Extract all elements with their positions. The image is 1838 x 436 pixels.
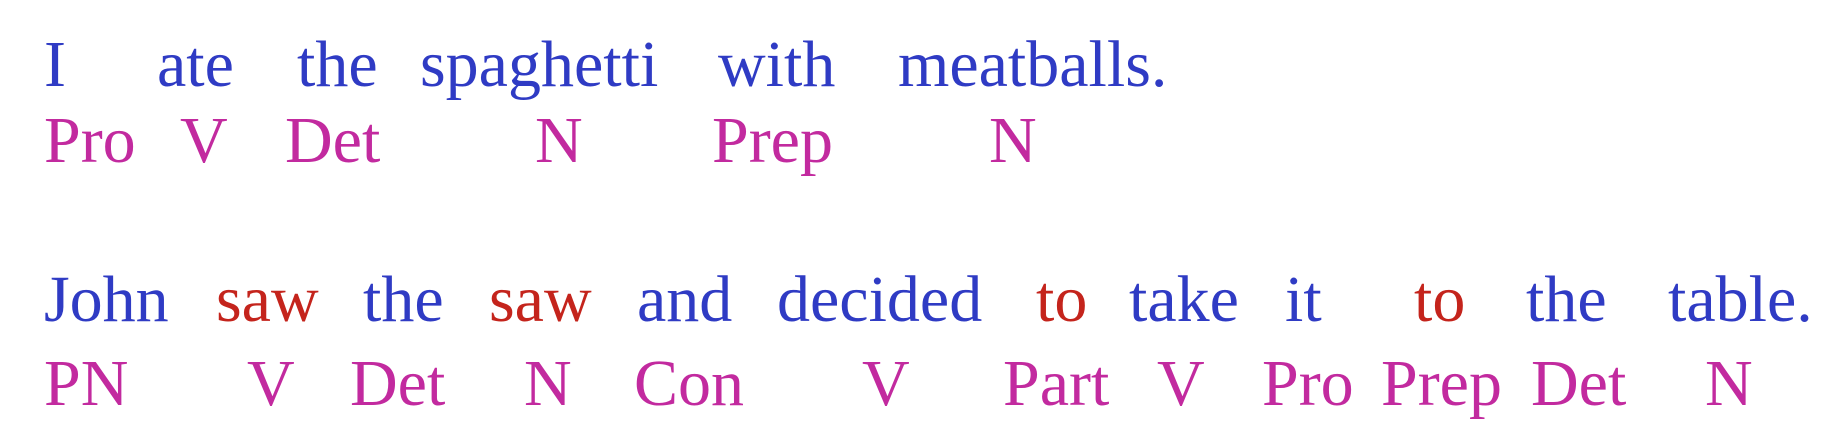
word-table: table. — [1668, 263, 1813, 336]
tag-n: N — [1705, 347, 1753, 420]
word-john: John — [44, 263, 169, 336]
tag-pro: Pro — [44, 104, 136, 177]
word-ate: ate — [157, 28, 234, 101]
tag-n: N — [535, 104, 583, 177]
tag-n: N — [989, 104, 1037, 177]
tag-part: Part — [1003, 347, 1110, 420]
tag-pn: PN — [44, 347, 129, 420]
word-to-preposition: to — [1414, 263, 1466, 336]
tag-v: V — [180, 104, 228, 177]
word-and: and — [637, 263, 733, 336]
tag-v: V — [1157, 347, 1205, 420]
tag-prep: Prep — [712, 104, 833, 177]
word-meatballs: meatballs. — [898, 28, 1168, 101]
tag-con: Con — [634, 347, 745, 420]
word-to-particle: to — [1036, 263, 1088, 336]
word-with: with — [718, 28, 836, 101]
tag-det: Det — [285, 104, 381, 177]
word-the: the — [1526, 263, 1607, 336]
tag-v: V — [862, 347, 910, 420]
word-the: the — [297, 28, 378, 101]
tag-v: V — [247, 347, 295, 420]
word-take: take — [1129, 263, 1239, 336]
word-i: I — [44, 28, 66, 101]
word-the: the — [363, 263, 444, 336]
word-saw-verb: saw — [216, 263, 319, 336]
word-spaghetti: spaghetti — [420, 28, 659, 101]
word-saw-noun: saw — [489, 263, 592, 336]
tag-n: N — [524, 347, 572, 420]
tag-pro: Pro — [1262, 347, 1354, 420]
tag-det: Det — [350, 347, 446, 420]
word-decided: decided — [777, 263, 983, 336]
tag-det: Det — [1531, 347, 1627, 420]
tag-prep: Prep — [1381, 347, 1502, 420]
word-it: it — [1285, 263, 1322, 336]
